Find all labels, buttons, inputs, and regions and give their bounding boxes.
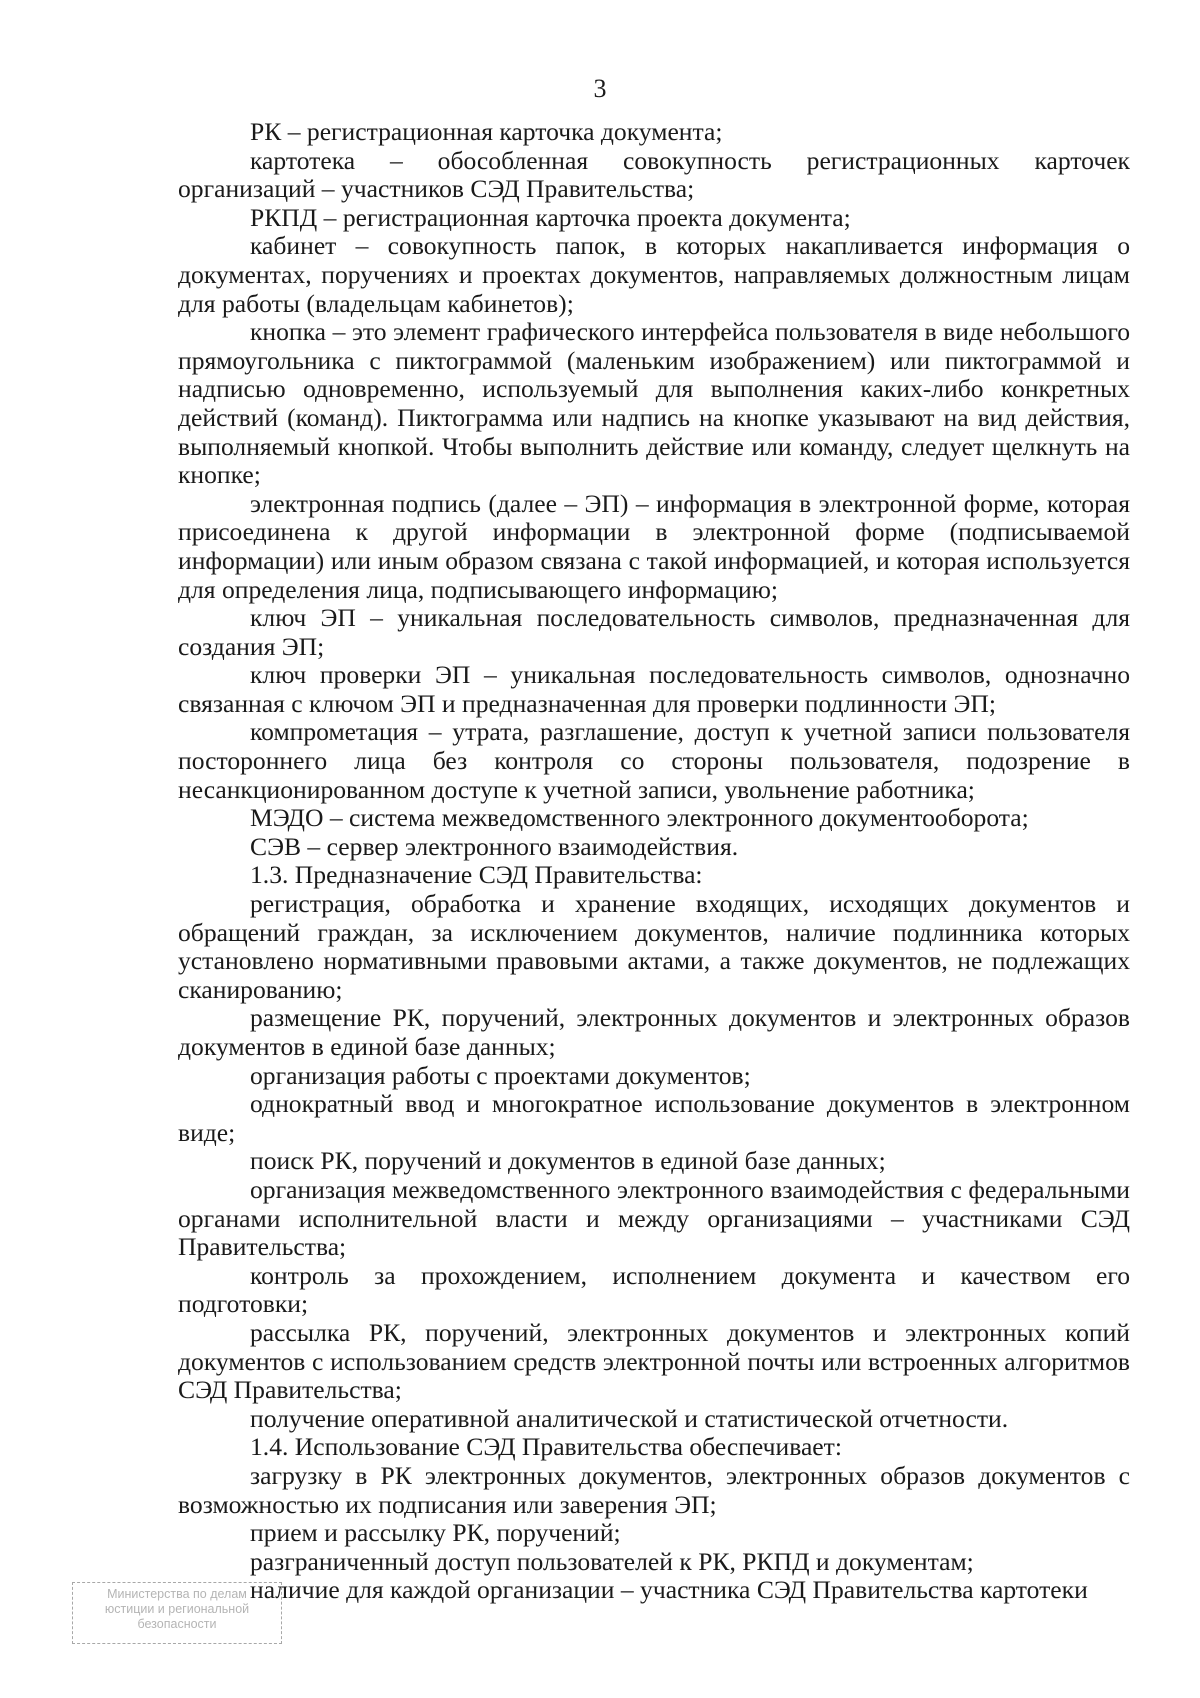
paragraph: кабинет – совокупность папок, в которых накапливается информация о документах, поручениях и проектах документов, направляемых должностным лицам для работы (владельцам кабинетов);	[178, 231, 1130, 318]
registry-stamp	[72, 1582, 282, 1644]
paragraph: поиск РК, поручений и документов в единой базе данных;	[250, 1146, 886, 1176]
paragraph: СЭВ – сервер электронного взаимодействия.	[250, 831, 739, 861]
paragraph: МЭДО – система межведомственного электронного документооборота;	[250, 803, 1029, 833]
paragraph: кнопка – это элемент графического интерфейса пользователя в виде небольшого прямоугольника с пиктограммой (маленьким изображением) или пиктограммой и надписью одновременно, используемый для выполнения каких-либо конкретных действий (команд). Пиктограмма или надпись на кнопке указывают на вид действия, выполняемый кнопкой. Чтобы выполнить действие или команду, следует щелкнуть на кнопке;	[178, 317, 1130, 490]
paragraph: ключ ЭП – уникальная последовательность символов, предназначенная для создания ЭП;	[178, 603, 1130, 661]
paragraph: размещение РК, поручений, электронных документов и электронных образов документов в единой базе данных;	[178, 1003, 1130, 1061]
stamp-line: юстиции и региональной	[104, 1602, 250, 1616]
paragraph: загрузку в РК электронных документов, электронных образов документов с возможностью их подписания или заверения ЭП;	[178, 1460, 1130, 1519]
page-number: 3	[593, 74, 607, 103]
paragraph: прием и рассылку РК, поручений;	[250, 1518, 621, 1548]
paragraph: организация работы с проектами документов;	[250, 1060, 751, 1090]
paragraph: 1.4. Использование СЭД Правительства обеспечивает:	[250, 1432, 842, 1462]
paragraph: регистрация, обработка и хранение входящих, исходящих документов и обращений граждан, за исключением документов, наличие подлинника которых установлено нормативными правовыми актами, а также документов, не подлежащих сканированию;	[178, 889, 1130, 1004]
paragraph: однократный ввод и многократное использование документов в электронном виде;	[178, 1089, 1130, 1147]
paragraph: картотека – обособленная совокупность регистрационных карточек организаций – участников СЭД Правительства;	[178, 145, 1130, 204]
paragraph: РК – регистрационная карточка документа;	[250, 117, 723, 146]
paragraph: организация межведомственного электронного взаимодействия с федеральными органами исполнительной власти и между организациями – участниками СЭД Правительства;	[178, 1174, 1130, 1262]
paragraph: компрометация – утрата, разглашение, доступ к учетной записи пользователя постороннего лица без контроля со стороны пользователя, подозрение в несанкционированном доступе к учетной записи, увольнение работника;	[178, 717, 1130, 804]
stamp-line: Министерства по делам	[107, 1587, 247, 1601]
stamp-line: безопасности	[137, 1617, 217, 1631]
paragraph: рассылка РК, поручений, электронных документов и электронных копий документов с использованием средств электронной почты или встроенных алгоритмов СЭД Правительства;	[178, 1317, 1130, 1405]
document-body	[178, 118, 1130, 1605]
paragraph: получение оперативной аналитической и статистической отчетности.	[250, 1403, 1009, 1433]
paragraph: электронная подпись (далее – ЭП) – информация в электронной форме, которая присоединена к другой информации в электронной форме (подписываемой информации) или иным образом связана с такой информацией, и которая используется для определения лица, подписывающего информацию;	[178, 488, 1130, 604]
paragraph: ключ проверки ЭП – уникальная последовательность символов, однозначно связанная с ключом ЭП и предназначенная для проверки подлинности ЭП;	[178, 660, 1130, 718]
paragraph: наличие для каждой организации – участника СЭД Правительства картотеки	[250, 1575, 1088, 1605]
paragraph: РКПД – регистрационная карточка проекта документа;	[250, 202, 851, 232]
paragraph: разграниченный доступ пользователей к РК, РКПД и документам;	[250, 1546, 974, 1576]
paragraph: контроль за прохождением, исполнением документа и качеством его подготовки;	[178, 1260, 1130, 1319]
paragraph: 1.3. Предназначение СЭД Правительства:	[250, 860, 703, 890]
